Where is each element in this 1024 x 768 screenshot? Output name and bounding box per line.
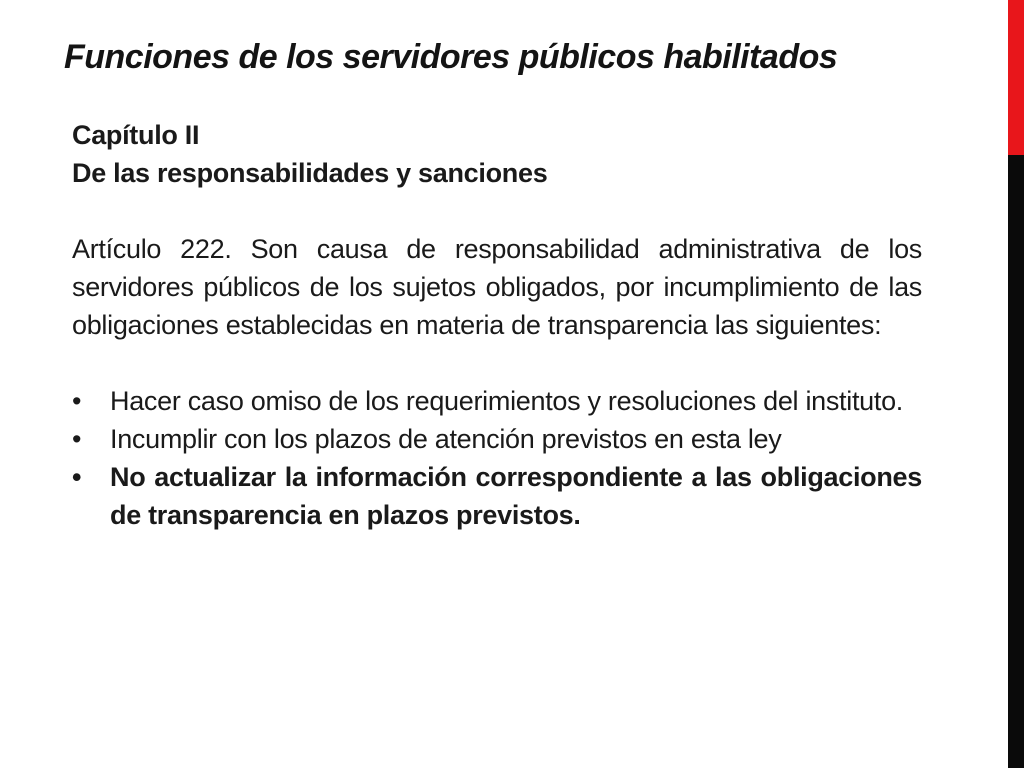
slide-title: Funciones de los servidores públicos habilitados xyxy=(64,38,838,76)
list-item xyxy=(72,420,922,458)
chapter-label: Capítulo II xyxy=(72,120,200,150)
bullet-icon: • xyxy=(72,424,82,454)
chapter-heading xyxy=(72,116,922,192)
bullet-text: Incumplir con los plazos de atención previstos en esta ley xyxy=(110,424,782,454)
bullet-icon: • xyxy=(72,386,82,416)
accent-bar-black xyxy=(1008,155,1024,768)
accent-bar-red xyxy=(1008,0,1024,155)
list-item xyxy=(72,382,922,420)
article-paragraph: Artículo 222. Son causa de responsabilidad administrativa de los servidores públicos de los sujetos obligados, por incumplimiento de las obligaciones establecidas en materia de transparencia las siguientes: xyxy=(72,234,922,340)
bullet-icon: • xyxy=(72,462,82,492)
chapter-subtitle: De las responsabilidades y sanciones xyxy=(72,158,548,188)
list-item xyxy=(72,458,922,534)
bullet-text: No actualizar la información correspondiente a las obligaciones de transparencia en plazos previstos. xyxy=(110,462,922,530)
slide-content xyxy=(72,116,922,534)
bullet-list xyxy=(72,382,922,534)
bullet-text: Hacer caso omiso de los requerimientos y resoluciones del instituto. xyxy=(110,386,903,416)
